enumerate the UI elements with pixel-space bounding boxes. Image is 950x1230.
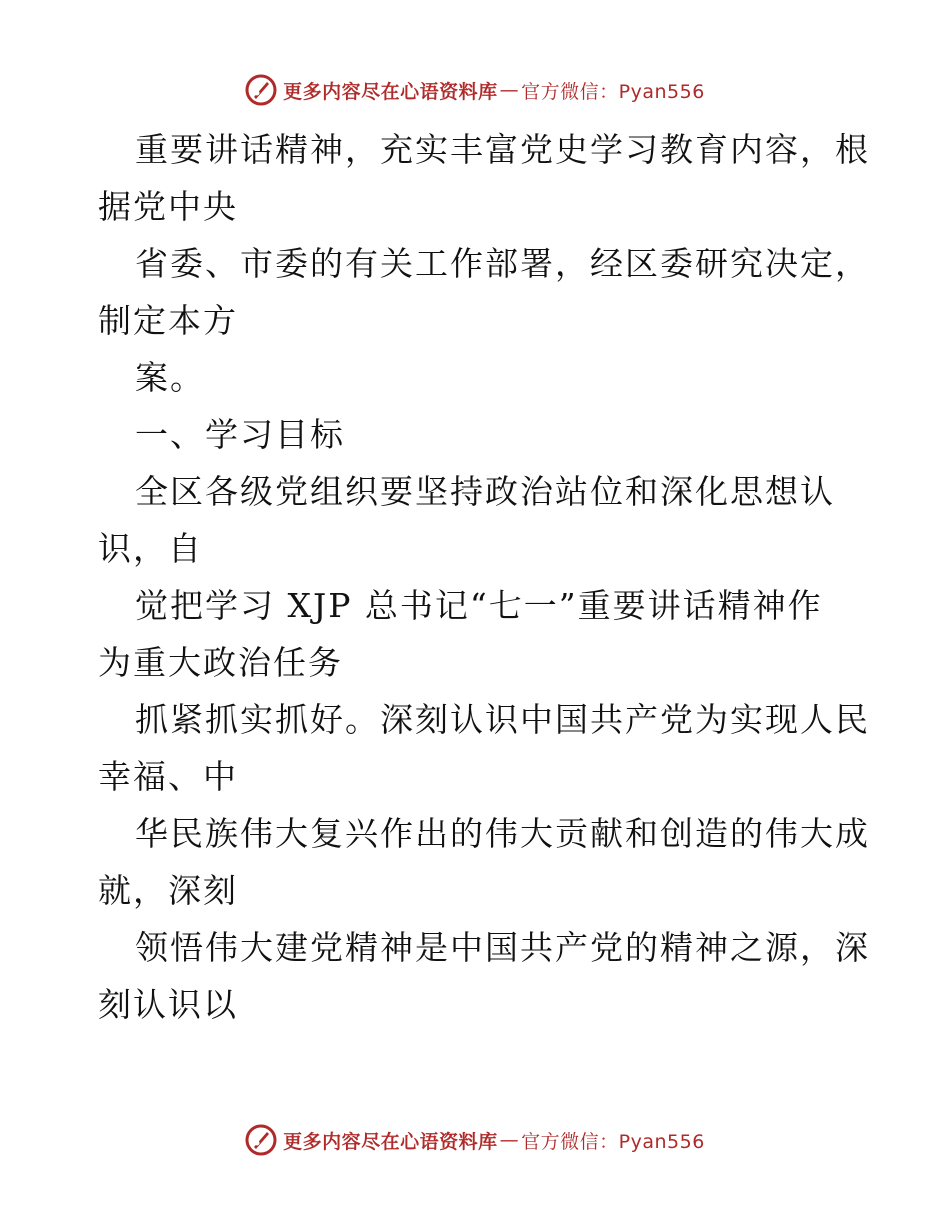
body-line: 幸福、中 (98, 757, 238, 796)
watermark-separator: — (499, 79, 520, 101)
body-line: 案。 (135, 358, 205, 397)
body-line: 领悟伟大建党精神是中国共产党的精神之源，深 (135, 928, 870, 967)
section-heading: 一、学习目标 (135, 415, 345, 454)
body-line: 刻认识以 (98, 985, 238, 1024)
body-line: 抓紧抓实抓好。深刻认识中国共产党为实现人民 (135, 700, 870, 739)
body-line: 全区各级党组织要坚持政治站位和深化思想认 (135, 472, 835, 511)
header-watermark (0, 70, 950, 110)
body-line: 制定本方 (98, 301, 238, 340)
body-line: 重要讲话精神，充实丰富党史学习教育内容，根 (135, 130, 870, 169)
watermark-wechat: 官方微信：Pyan556 (521, 80, 705, 103)
watermark-text: 更多内容尽在心语资料库 (283, 1130, 498, 1153)
document-body (98, 121, 870, 1033)
watermark-wechat: 官方微信：Pyan556 (521, 1130, 705, 1153)
body-line: 觉把学习 XJP 总书记“七一”重要讲话精神作 (135, 586, 823, 625)
body-line: 省委、市委的有关工作部署，经区委研究决定， (135, 244, 870, 283)
quill-logo-icon (245, 1124, 277, 1156)
watermark-text: 更多内容尽在心语资料库 (283, 80, 498, 103)
body-line: 为重大政治任务 (98, 643, 343, 682)
body-line: 就，深刻 (98, 871, 238, 910)
watermark-separator: — (499, 1129, 520, 1151)
quill-logo-icon (245, 74, 277, 106)
body-line: 据党中央 (98, 187, 238, 226)
body-line: 华民族伟大复兴作出的伟大贡献和创造的伟大成 (135, 814, 870, 853)
footer-watermark (0, 1120, 950, 1160)
body-line: 识，自 (98, 529, 203, 568)
